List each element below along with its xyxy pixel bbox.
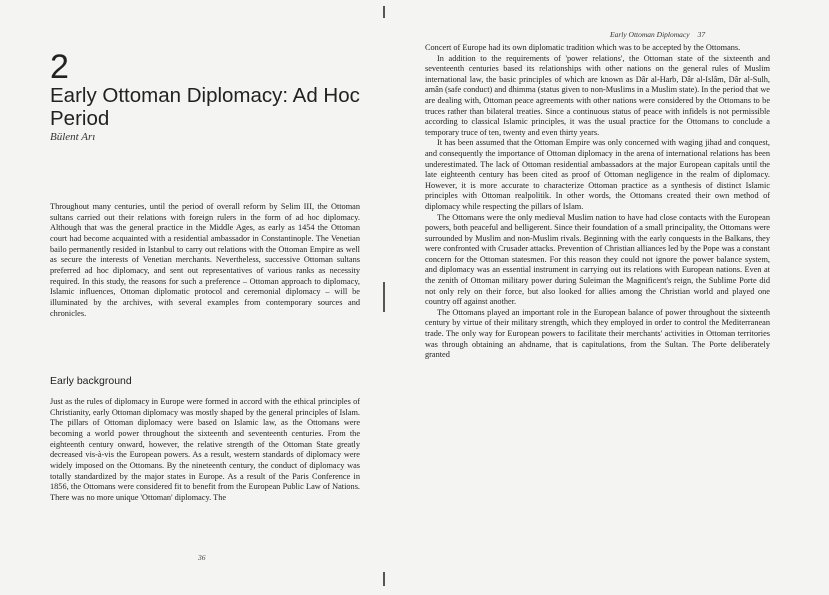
right-page (412, 0, 829, 595)
gutter-mark-middle (383, 282, 385, 312)
right-paragraph-2: In addition to the requirements of 'power relations', the Ottoman state of the sixteenth and seventeenth centuries based its relationships with other nations on the general rules of Muslim international law, the basic principles of which are known as Dâr al-Harb, Dâr al-Islâm, Dâr al-Sulh, amân (safe conduct) and dhimma (status given to non-Muslims in a Muslim state). In the period that we are dealing with, Ottoman peace agreements with other nations were considered by the Ottomans to be truces rather than bilateral treaties. Since a continuous status of peace with infidels is not permissible according to classical Islamic principles, it was the usual practice for the Ottomans to conclude a temporary truce of ten, twenty and even thirty years. (425, 53, 770, 137)
gutter-mark-bottom (383, 572, 385, 586)
right-page-number: 37 (697, 30, 706, 39)
chapter-title: Early Ottoman Diplomacy: Ad Hoc Period (50, 84, 360, 130)
right-paragraph-4: The Ottomans were the only medieval Muslim nation to have had close contacts with the European powers, both peaceful and belligerent. Since their foundation of a small principality, the Ottomans were surrounded by Muslim and non-Muslim rivals. Beginning with the early conquests in the Balkans, they were confronted with Crusader attacks. Prevention of Christian alliances led by the Pope was a constant concern for the Ottoman statesmen. For this reason they could not ignore the power balance system, and diplomacy was an essential instrument in carrying out its relations with European nations. Even at the zenith of Ottoman military power during Suleiman the Magnificent's reign, the Sublime Porte did not only rely on their force, but also looked for allies among the Christian world and played one country off against another. (425, 212, 770, 307)
gutter-mark-top (383, 6, 385, 18)
right-paragraph-1: Concert of Europe had its own diplomatic tradition which was to be accepted by the Ottomans. (425, 43, 741, 52)
right-text-block (425, 43, 770, 361)
section-paragraph: Just as the rules of diplomacy in Europe were formed in accord with the ethical principles of Christianity, early Ottoman diplomacy was mostly shaped by the general principles of Islam. The pillars of Ottoman diplomacy were based on Islamic law, as the Ottomans were becoming a world power throughout the sixteenth and seventeenth centuries. From the eighteenth century onward, however, the relative strength of the Ottoman State greatly decreased vis-à-vis the European powers. As a result, western standards of diplomacy were widely imposed on the Ottomans. By the nineteenth century, the conduct of diplomacy was totally standardized by the major states in Europe. As a result of the Paris Conference in 1856, the Ottomans were considered fit to benefit from the European Public Law of Nations. There was no more unique 'Ottoman' diplomacy. The (50, 397, 360, 502)
section-heading: Early background (50, 375, 132, 387)
right-paragraph-3: It has been assumed that the Ottoman Empire was only concerned with waging jihad and conquest, and consequently the importance of Ottoman diplomacy in the arena of international relations has been underestimated. The lack of Ottoman residential ambassadors at the major European capitals until the late eighteenth century has been cited as proof of Ottoman negligence in the realm of diplomacy. However, it is more accurate to characterize Ottoman practice as a synthesis of distinct Islamic principles with Ottoman realpolitik. In other words, the Ottomans created their own method of diplomacy while respecting the pillars of Islam. (425, 138, 770, 211)
chapter-author: Bülent Arı (50, 131, 96, 143)
running-head-title: Early Ottoman Diplomacy (610, 30, 690, 39)
running-head (610, 30, 705, 39)
right-paragraph-5: The Ottomans played an important role in the European balance of power throughout the sixteenth century by virtue of their military strength, which they employed in order to control the Mediterranean trade. The only way for European powers to facilitate their merchants' activities in Ottoman territories was through obtaining an ahdname, that is capitulations, from the Sultan. The Porte deliberately granted (425, 307, 770, 360)
intro-text-block (50, 202, 360, 319)
left-page-folio: 36 (198, 553, 206, 562)
section-text-block (50, 397, 360, 504)
chapter-number: 2 (50, 48, 69, 86)
intro-paragraph: Throughout many centuries, until the period of overall reform by Selim III, the Ottoman sultans carried out their relations with foreign rulers in the form of ad hoc diplomacy. Although that was the general practice in the Middle Ages, as early as 1454 the Ottoman court had become acquainted with a residential ambassador in Constantinople. The Venetian bailo permanently resided in Istanbul to carry out relations with the Ottoman Empire as well as secure the interests of Venetian merchants. Nevertheless, successive Ottoman sultans preferred ad hoc diplomacy, and sent out representatives of various ranks as necessity required. In this study, the reasons for such a preference – Ottoman approach to diplomacy, Islamic influences, Ottoman diplomatic protocol and ceremonial diplomacy – will be illuminated by the archives, with several examples from contemporary sources and chronicles. (50, 202, 360, 318)
left-page (0, 0, 410, 595)
